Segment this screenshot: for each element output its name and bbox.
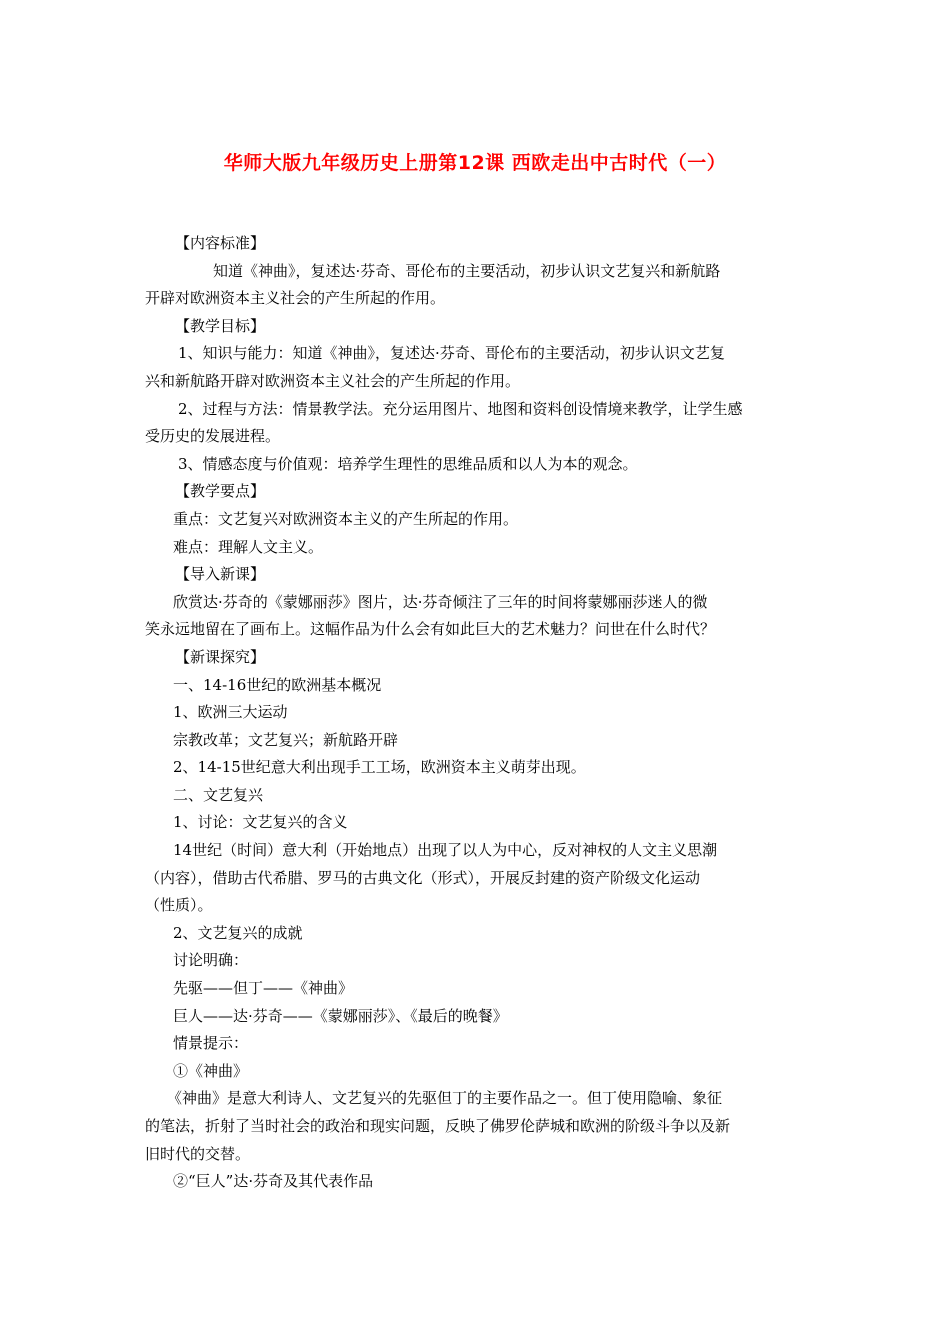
- paragraph-line: 巨人——达·芬奇——《蒙娜丽莎》、《最后的晚餐》: [173, 1006, 508, 1025]
- paragraph-line: 14世纪（时间）意大利（开始地点）出现了以人为中心，反对神权的人文主义思潮: [173, 841, 718, 860]
- paragraph-line: 一、14-16世纪的欧洲基本概况: [173, 675, 382, 694]
- paragraph-line: 难点：理解人文主义。: [173, 537, 324, 556]
- paragraph-line: 开辟对欧洲资本主义社会的产生所起的作用。: [145, 289, 446, 308]
- paragraph-line: 知道《神曲》，复述达·芬奇、哥伦布的主要活动，初步认识文艺复兴和新航路: [213, 261, 721, 280]
- paragraph-line: 兴和新航路开辟对欧洲资本主义社会的产生所起的作用。: [145, 371, 521, 390]
- paragraph-line: ①《神曲》: [173, 1061, 249, 1080]
- section-heading-new-lesson: 【新课探究】: [175, 647, 266, 666]
- paragraph-line: 的笔法，折射了当时社会的政治和现实问题，反映了佛罗伦萨城和欧洲的阶级斗争以及新: [145, 1117, 731, 1135]
- paragraph-line: 情景提示：: [173, 1034, 249, 1053]
- paragraph-line: 先驱——但丁——《神曲》: [173, 979, 354, 998]
- paragraph-line: 欣赏达·芬奇的《蒙娜丽莎》图片，达·芬奇倾注了三年的时间将蒙娜丽莎迷人的微: [173, 592, 708, 611]
- section-heading-intro: 【导入新课】: [175, 565, 266, 584]
- section-heading-teaching-goals: 【教学目标】: [175, 316, 266, 335]
- paragraph-line: ②“巨人”达·芬奇及其代表作品: [173, 1172, 374, 1191]
- paragraph-line: 讨论明确：: [173, 951, 249, 970]
- section-heading-content-standard: 【内容标准】: [175, 234, 266, 252]
- paragraph-line: 二、文艺复兴: [173, 785, 264, 804]
- document-body: [145, 230, 813, 1196]
- paragraph-line: （内容），借助古代希腊、罗马的古典文化（形式），开展反封建的资产阶级文化运动: [145, 868, 701, 887]
- paragraph-line: 旧时代的交替。: [145, 1144, 251, 1163]
- paragraph-line: 重点：文艺复兴对欧洲资本主义的产生所起的作用。: [173, 509, 519, 528]
- paragraph-line: 《神曲》是意大利诗人、文艺复兴的先驱但丁的主要作品之一。但丁使用隐喻、象征: [167, 1089, 723, 1108]
- document-title: 华师大版九年级历史上册第12课 西欧走出中古时代（一）: [223, 152, 727, 174]
- paragraph-line: 笑永远地留在了画布上。这幅作品为什么会有如此巨大的艺术魅力？问世在什么时代？: [145, 620, 716, 639]
- section-heading-key-points: 【教学要点】: [175, 482, 266, 501]
- paragraph-line: （性质）。: [145, 896, 213, 915]
- paragraph-line: 1、知识与能力：知道《神曲》，复述达·芬奇、哥伦布的主要活动，初步认识文艺复: [178, 344, 725, 363]
- paragraph-line: 1、讨论：文艺复兴的含义: [173, 813, 348, 832]
- paragraph-line: 受历史的发展进程。: [145, 427, 281, 446]
- paragraph-line: 2、过程与方法：情景教学法。充分运用图片、地图和资料创设情境来教学，让学生感: [178, 399, 743, 418]
- paragraph-line: 2、文艺复兴的成就: [173, 923, 303, 942]
- paragraph-line: 1、欧洲三大运动: [173, 703, 288, 722]
- paragraph-line: 3、情感态度与价值观：培养学生理性的思维品质和以人为本的观念。: [178, 454, 638, 473]
- paragraph-line: 宗教改革；文艺复兴；新航路开辟: [173, 730, 399, 749]
- paragraph-line: 2、14-15世纪意大利出现手工工场，欧洲资本主义萌芽出现。: [173, 758, 586, 777]
